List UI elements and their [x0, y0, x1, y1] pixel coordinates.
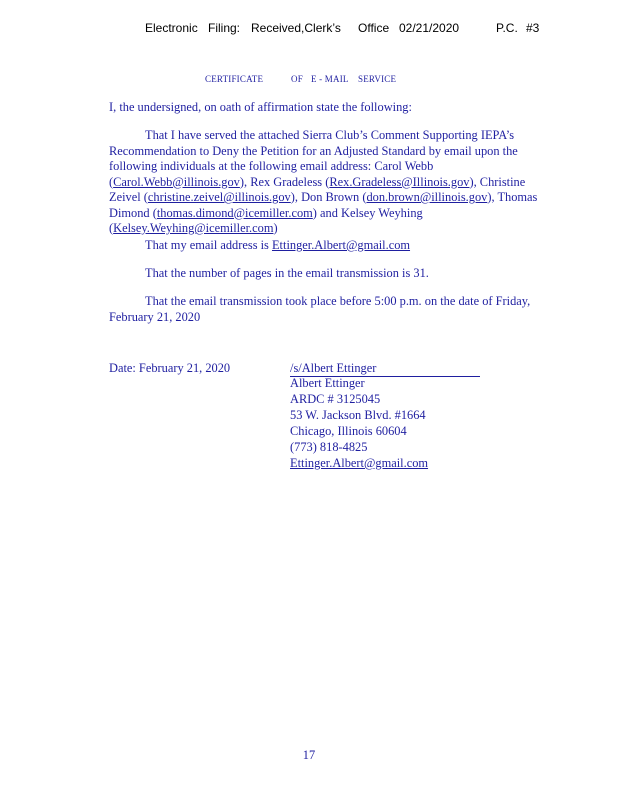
signer-email-link[interactable]: Ettinger.Albert@gmail.com	[290, 456, 429, 470]
signer-city: Chicago, Illinois 60604	[290, 424, 407, 438]
page-number: 17	[302, 748, 316, 762]
service-text: ), Thomas Dimond (	[109, 190, 538, 220]
header-pc: P.C.	[496, 21, 518, 35]
pages-paragraph: That the number of pages in the email transmission is 31.	[145, 266, 429, 280]
email-address-paragraph	[109, 238, 539, 254]
service-text: ), Don Brown (	[290, 190, 367, 204]
signer-ardc: ARDC # 3125045	[290, 392, 381, 406]
service-paragraph	[109, 128, 539, 237]
email-link-carol-webb[interactable]: Carol.Webb@illinois.gov	[113, 174, 240, 189]
intro-paragraph: I, the undersigned, on oath of affirmation state the following:	[109, 100, 412, 114]
email-link-don-brown[interactable]: don.brown@illinois.gov	[366, 190, 488, 204]
title-word: OF	[291, 74, 303, 84]
signer-email-line	[290, 455, 428, 471]
signer-phone: (773) 818-4825	[290, 440, 368, 454]
service-text: ) and Kelsey Weyhing (	[109, 205, 423, 235]
header-filing: Filing:	[208, 21, 241, 35]
filing-header	[0, 21, 618, 37]
date-line: Date: February 21, 2020	[109, 361, 231, 375]
signature: /s/Albert Ettinger	[290, 360, 480, 377]
email-link-kelsey-weyhing[interactable]: Kelsey.Weyhing@icemiller.com	[113, 221, 274, 235]
email-address-text: That my email address is	[145, 238, 272, 252]
email-link-rex-gradeless[interactable]: Rex.Gradeless@Illinois.gov	[329, 174, 470, 189]
service-text: )	[273, 221, 278, 235]
title-word: E - MAIL	[311, 74, 349, 84]
service-text: ), Rex Gradeless (	[239, 174, 330, 189]
email-link-albert-ettinger[interactable]: Ettinger.Albert@gmail.com	[271, 238, 411, 252]
signer-address: 53 W. Jackson Blvd. #1664	[290, 408, 426, 422]
time-paragraph: That the email transmission took place before 5:00 p.m. on the date of Friday, February 21, 2020	[109, 294, 531, 324]
header-electronic: Electronic	[145, 21, 198, 35]
header-pc-number: #3	[526, 21, 540, 35]
header-date: 02/21/2020	[399, 21, 460, 35]
email-link-thomas-dimond[interactable]: thomas.dimond@icemiller.com	[156, 205, 313, 220]
service-text: ), Christine Zeivel (	[109, 174, 526, 204]
service-text: That I have served the attached Sierra Club’s Comment Supporting IEPA’s Recommendation to Deny the Petition for an Adjusted Standard by email upon the following individuals at the following email address: Carol Webb (	[109, 128, 518, 189]
email-link-christine-zeivel[interactable]: christine.zeivel@illinois.gov	[147, 190, 291, 204]
header-office: Office	[358, 21, 390, 35]
signer-name: Albert Ettinger	[290, 376, 365, 390]
title-word: SERVICE	[358, 74, 397, 84]
title-word: CERTIFICATE	[205, 74, 264, 84]
header-received: Received,Clerk’s	[251, 21, 341, 35]
